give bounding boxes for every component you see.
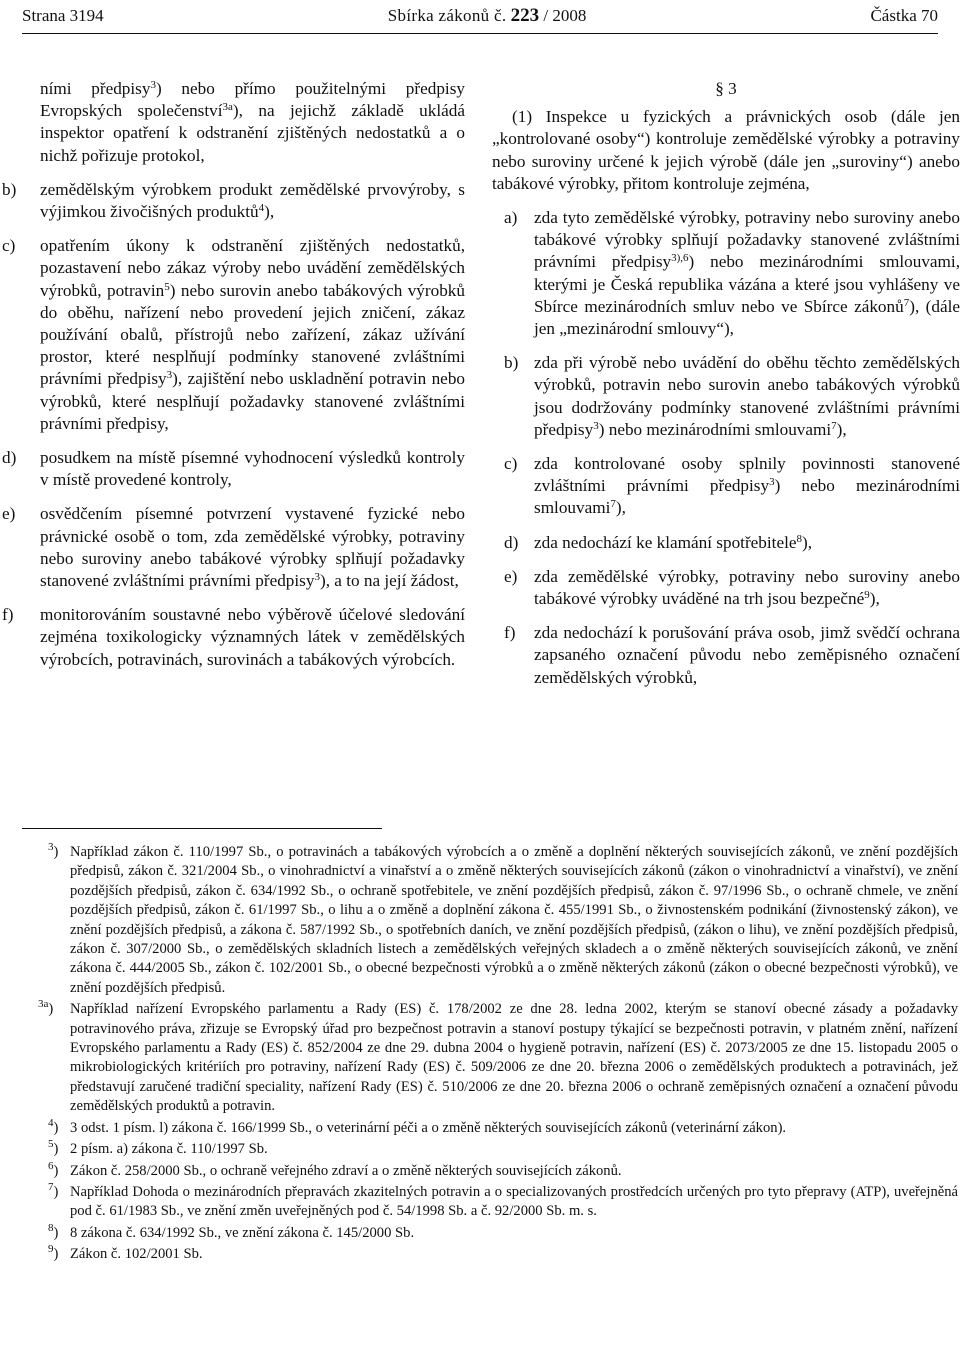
footnotes	[22, 843, 958, 1267]
footnote-8: $^8$) 8 zákona č. 634/1992 Sb., ve znění zákona č. 145/2000 Sb.	[48, 1221, 415, 1241]
footnote-6: $^6$) Zákon č. 258/2000 Sb., o ochraně veřejného zdraví a o změně některých souvisejících zákonů.	[48, 1159, 622, 1179]
item-label: a)	[504, 208, 518, 228]
check-item-d: d) zda nedochází ke klamání spotřebitele$^8$),	[492, 532, 960, 554]
footnote-3a: $^{3a}$) Například nařízení Evropského parlamentu a Rady (ES) č. 178/2002 ze dne 28. ledna 2002, kterým se stanoví obecné zásady a požadavky potravinového práva, zřizuje se Evropský úřad pro bezpečnost potravin a stanoví postupy týkající se bezpečnosti potravin, v platném znění, nařízení Evropského parlamentu a Rady (ES) č. 852/2004 ze dne 29. dubna 2004 o hygieně potravin, nařízení (ES) č. 2073/2005 ze dne 15. listopadu 2005 o mikrobiologických kritériích pro potraviny, nařízení Rady (ES) č. 509/2006 ze dne 20. března 2006 o zemědělských produktech a potravinách, jež představují zaručené tradiční speciality, nařízení Rady (ES) č. 510/2006 ze dne 20. března 2006 o ochraně zeměpisných označení a označení původu zemědělských produktů a potravin.	[38, 998, 958, 1115]
item-label: e)	[504, 566, 518, 586]
header-divider	[22, 33, 938, 34]
definition-b: b) zemědělským výrobkem produkt zemědělské prvovýroby, s výjimkou živočišných produktů$^4$),	[2, 179, 465, 222]
page-number: Strana 3194	[22, 6, 104, 25]
left-column	[2, 78, 466, 671]
item-label: f)	[2, 605, 14, 625]
item-label: d)	[2, 448, 17, 468]
gazette-title	[388, 5, 587, 27]
item-label: e)	[2, 504, 16, 524]
item-label: b)	[504, 353, 519, 373]
item-label: c)	[2, 236, 16, 256]
section-heading: § 3	[715, 79, 737, 98]
collection-name: Sbírka zákonů č.	[387, 6, 507, 25]
item-label: b)	[2, 179, 17, 199]
check-item-a: a) zda tyto zemědělské výrobky, potraviny nebo suroviny anebo tabákové výrobky splňují požadavky stanovené zvláštními právními předpisy$^{3),6}$) nebo mezinárodními smlouvami, kterými je Česká republika vázána a které jsou vyhlášeny ve Sbírce mezinárodních smluv nebo ve Sbírce zákonů$^7$), (dále jen „mezinárodní smlouvy“),	[504, 208, 960, 339]
definition-d: d) posudkem na místě písemné vyhodnocení výsledků kontroly v místě provedené kontroly,	[2, 448, 465, 490]
act-year: / 2008	[543, 6, 587, 25]
footnote-7: $^7$) Například Dohoda o mezinárodních přepravách zkazitelných potravin a o specializovaných prostředcích určených pro tyto přepravy (ATP), uveřejněná pod č. 61/1983 Sb., ve znění změn uveřejněných pod č. 54/1998 Sb. a č. 92/2000 Sb. m. s.	[48, 1180, 958, 1220]
definition-f: f) monitorováním soustavné nebo výběrově účelové sledování zejména toxikologicky významných látek v zemědělských výrobcích, potravinách, surovinách a tabákových výrobcích.	[2, 605, 465, 669]
section-paragraph-1: (1) Inspekce u fyzických a právnických osob (dále jen „kontrolované osoby“) kontroluje zemědělské výrobky a potraviny nebo suroviny určené k jejich výrobě (dále jen „suroviny“) anebo tabákové výrobky, přitom kontroluje zejména,	[492, 107, 960, 193]
footnote-3: $^3$) Například zákon č. 110/1997 Sb., o potravinách a tabákových výrobcích a o změně a doplnění některých souvisejících zákonů, ve znění pozdějších předpisů, zákon č. 321/2004 Sb., o vinohradnictví a vinařství a o změně některých souvisejících zákonů (zákon o vinohradnictví a vinařství), ve znění pozdějších předpisů, zákon č. 634/1992 Sb., o ochraně spotřebitele, ve znění pozdějších předpisů, zákon č. 97/1996 Sb., o ochraně chmele, ve znění pozdějších předpisů, zákon č. 61/1997 Sb., o lihu a o změně a doplnění zákona č. 455/1991 Sb., o živnostenském podnikání (živnostenský zákon), ve znění pozdějších předpisů, a zákona č. 587/1992 Sb., o spotřebních daních, ve znění pozdějších předpisů, (zákon o lihu), ve znění pozdějších předpisů, zákon č. 307/2000 Sb., o zemědělských skladních listech a zemědělských veřejných skladech a o změně některých souvisejících zákonů, ve znění zákona č. 444/2005 Sb., zákon č. 102/2001 Sb., o obecné bezpečnosti výrobků a o změně některých zákonů (zákon o obecné bezpečnosti výrobků), ve znění pozdějších předpisů.	[48, 841, 958, 996]
act-number: 223	[510, 5, 540, 26]
item-label: d)	[504, 532, 519, 552]
footnote-9: $^9$) Zákon č. 102/2001 Sb.	[48, 1243, 203, 1263]
footnote-divider	[22, 828, 382, 829]
item-label: c)	[504, 454, 518, 474]
right-column	[492, 78, 960, 689]
definition-e: e) osvědčením písemné potvrzení vystavené fyzické nebo právnické osobě o tom, zda zemědělské výrobky, potraviny nebo suroviny anebo tabákové výrobky splňují požadavky stanovené zvláštními právními předpisy$^3$), a to na její žádost,	[2, 504, 465, 591]
intro-paragraph: ními předpisy$^3$) nebo přímo použitelnými předpisy Evropských společenství$^{3a}$), na jejichž základě ukládá inspektor opatření k odstranění zjištěných nedostatků a o nichž pořizuje protokol,	[40, 79, 465, 165]
part-number: Částka 70	[870, 6, 938, 25]
footnote-4: $^4$) 3 odst. 1 písm. l) zákona č. 166/1999 Sb., o veterinární péči a o změně některých souvisejících zákonů (veterinární zákon).	[48, 1116, 787, 1136]
definition-c: c) opatřením úkony k odstranění zjištěných nedostatků, pozastavení nebo zákaz výroby nebo uvádění zemědělských výrobků, potravin$^5$) nebo surovin anebo tabákových výrobků do oběhu, nařízení nebo provedení jejich zničení, zákaz používání obalů, přístrojů nebo zařízení, zákaz užívání prostor, které nesplňují podmínky stanovené zvláštními právními předpisy$^3$), zajištění nebo uskladnění potravin nebo výrobků, které nesplňují požadavky stanovené zvláštními právními předpisy,	[2, 236, 466, 433]
check-item-e: e) zda zemědělské výrobky, potraviny nebo suroviny anebo tabákové výrobky uváděné na trh jsou bezpečné$^9$),	[504, 566, 960, 609]
check-item-f: f) zda nedochází k porušování práva osob, jimž svědčí ochrana zapsaného označení původu nebo zeměpisného označení zemědělských výrobků,	[504, 623, 960, 687]
footnote-5: $^5$) 2 písm. a) zákona č. 110/1997 Sb.	[48, 1138, 268, 1158]
check-item-c: c) zda kontrolované osoby splnily povinnosti stanovené zvláštními právními předpisy$^3$) nebo mezinárodními smlouvami$^7$),	[504, 454, 960, 518]
item-label: f)	[504, 623, 516, 643]
check-item-b: b) zda při výrobě nebo uvádění do oběhu těchto zemědělských výrobků, potravin nebo surovin anebo tabákových výrobků jsou dodržovány podmínky stanovené zvláštními právními předpisy$^3$) nebo mezinárodními smlouvami$^7$),	[504, 353, 960, 439]
page-header	[22, 2, 938, 30]
